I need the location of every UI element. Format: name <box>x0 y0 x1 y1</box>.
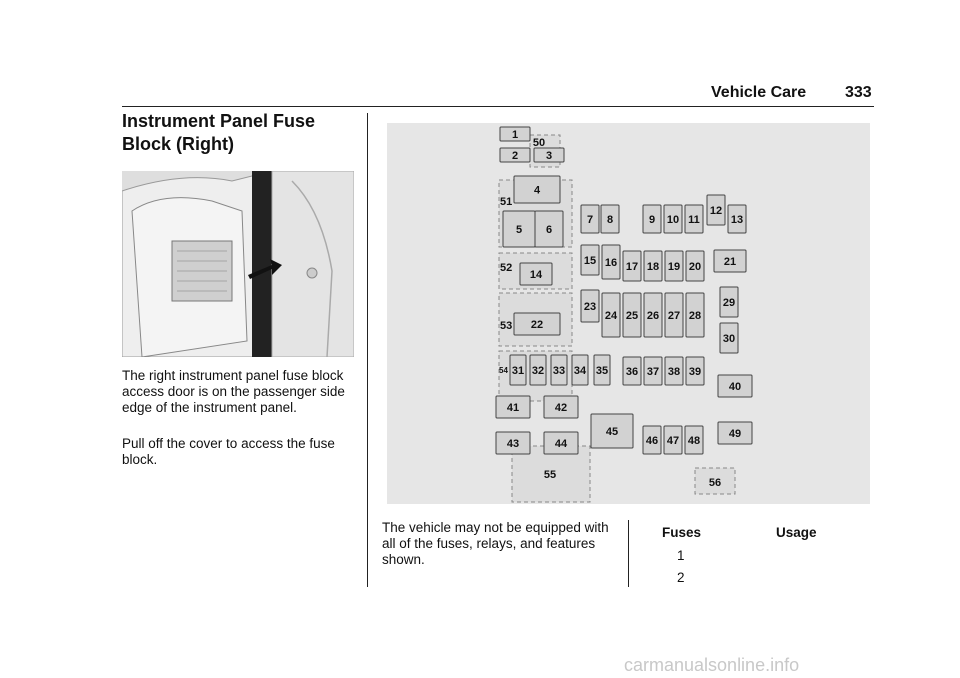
fuse-number: 46 <box>645 435 659 447</box>
fuse-number: 37 <box>646 366 660 378</box>
fuse-number: 19 <box>667 261 681 273</box>
fuse-number: 6 <box>545 224 553 236</box>
fuse-number: 45 <box>605 426 619 438</box>
fuse-number: 29 <box>722 297 736 309</box>
fuse-number: 47 <box>666 435 680 447</box>
fuse-zone-number: 55 <box>543 469 557 481</box>
table-cell-fuse: 1 <box>677 548 685 563</box>
fuse-number: 8 <box>606 214 614 226</box>
fuse-number: 38 <box>667 366 681 378</box>
fuse-number: 31 <box>511 365 525 377</box>
fuse-zone-number: 50 <box>532 137 546 149</box>
fuse-number: 41 <box>506 402 520 414</box>
table-header-usage: Usage <box>776 525 817 540</box>
fuse-zone-number: 52 <box>500 262 513 274</box>
paragraph-1: The right instrument panel fuse block access door is on the passenger side edge of the instrument panel. <box>122 368 345 415</box>
fuse-number: 33 <box>552 365 566 377</box>
fuse-number: 48 <box>687 435 701 447</box>
fuse-number: 21 <box>723 256 737 268</box>
table-divider <box>628 520 629 587</box>
fuse-number: 30 <box>722 333 736 345</box>
fuse-number: 34 <box>573 365 587 377</box>
fuse-door-illustration <box>122 171 354 357</box>
section-title-line-2: Block (Right) <box>122 134 234 154</box>
fuse-number: 35 <box>595 365 609 377</box>
fuse-number: 26 <box>646 310 660 322</box>
fuse-number: 13 <box>730 214 744 226</box>
fuse-number: 18 <box>646 261 660 273</box>
page-header <box>0 0 960 110</box>
fuse-block-diagram <box>387 123 870 504</box>
column-divider <box>367 113 368 587</box>
fuse-number: 32 <box>531 365 545 377</box>
fuse-zone-number: 53 <box>500 320 513 332</box>
fuse-number: 44 <box>554 438 568 450</box>
section-title <box>122 110 362 156</box>
fuse-number: 42 <box>554 402 568 414</box>
fuse-number: 25 <box>625 310 639 322</box>
fuse-number: 10 <box>666 214 680 226</box>
running-header-title: Vehicle Care <box>711 84 807 101</box>
fuse-number: 24 <box>604 310 618 322</box>
table-cell-fuse: 2 <box>677 570 685 585</box>
fuse-number: 22 <box>530 319 544 331</box>
fuse-zone-number: 56 <box>708 477 722 489</box>
header-rule <box>122 106 874 107</box>
section-title-line-1: Instrument Panel Fuse <box>122 111 316 131</box>
page-number: 333 <box>845 84 872 101</box>
fuse-number: 39 <box>688 366 702 378</box>
fuse-zone-number: 54 <box>499 366 508 375</box>
fuse-number: 11 <box>688 214 700 226</box>
fuse-number: 1 <box>511 129 519 141</box>
fuse-number: 20 <box>688 261 702 273</box>
table-header-fuses: Fuses <box>662 525 702 540</box>
fuse-number: 9 <box>648 214 656 226</box>
fuse-number: 14 <box>529 269 543 281</box>
fuse-zone-number: 51 <box>500 196 513 208</box>
fuse-number: 16 <box>604 257 618 269</box>
fuse-number: 40 <box>728 381 742 393</box>
fuse-number: 23 <box>583 301 597 313</box>
fuse-number: 2 <box>511 150 519 162</box>
fuse-number: 27 <box>667 310 681 322</box>
fuse-number: 28 <box>688 310 702 322</box>
watermark: carmanualsonline.info <box>624 655 800 675</box>
equipment-note: The vehicle may not be equipped with all of the fuses, relays, and features shown. <box>382 520 609 567</box>
fuse-number: 15 <box>583 255 597 267</box>
fuse-number: 17 <box>625 261 639 273</box>
fuse-number: 36 <box>625 366 639 378</box>
fuse-number: 43 <box>506 438 520 450</box>
paragraph-2: Pull off the cover to access the fuse block. <box>122 436 335 467</box>
fuse-number: 3 <box>545 150 553 162</box>
fuse-number: 49 <box>728 428 742 440</box>
fuse-number: 5 <box>515 224 523 236</box>
fuse-number: 12 <box>709 205 723 217</box>
fuse-number: 4 <box>533 184 541 197</box>
fuse-number: 7 <box>586 214 594 226</box>
